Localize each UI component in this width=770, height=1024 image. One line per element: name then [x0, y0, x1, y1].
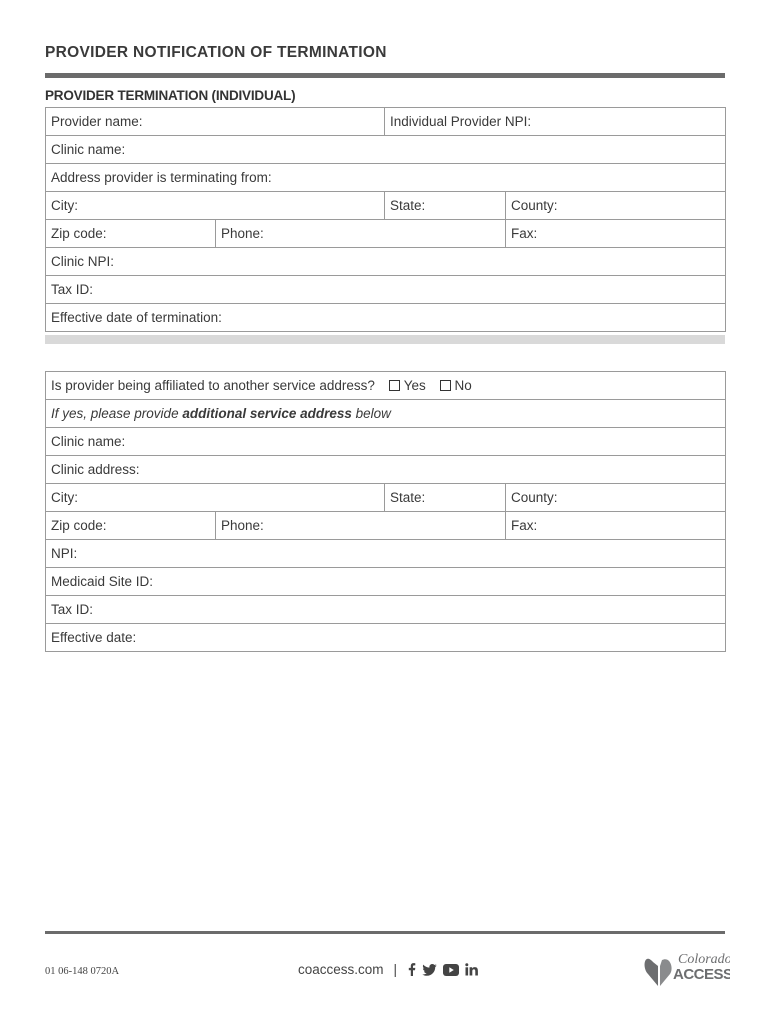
footer-links — [298, 962, 484, 977]
affiliation-instruction — [46, 400, 726, 428]
yes-label: Yes — [403, 378, 426, 393]
instruction-bold: additional service address — [182, 406, 352, 421]
colorado-access-logo — [640, 944, 730, 990]
phone-field[interactable]: Phone: — [216, 220, 506, 248]
table-row — [46, 276, 726, 304]
youtube-icon[interactable] — [443, 964, 459, 976]
effective-date-field[interactable]: Effective date: — [46, 624, 726, 652]
instruction-suffix: below — [351, 406, 391, 421]
clinic-name-field[interactable]: Clinic name: — [46, 136, 726, 164]
county-field[interactable]: County: — [506, 484, 726, 512]
svg-text:ACCESS: ACCESS — [673, 966, 730, 983]
document-title: PROVIDER NOTIFICATION OF TERMINATION — [45, 44, 387, 61]
clinic-address-field[interactable]: Clinic address: — [46, 456, 726, 484]
table-row — [46, 248, 726, 276]
affiliation-question: Is provider being affiliated to another service address? — [51, 378, 375, 393]
clinic-name-field[interactable]: Clinic name: — [46, 428, 726, 456]
instruction-prefix: If yes, please provide — [51, 406, 183, 421]
address-field[interactable]: Address provider is terminating from: — [46, 164, 726, 192]
tax-id-field[interactable]: Tax ID: — [46, 596, 726, 624]
tax-id-field[interactable]: Tax ID: — [46, 276, 726, 304]
fax-field[interactable]: Fax: — [506, 220, 726, 248]
table-row — [46, 484, 726, 512]
table-row — [46, 512, 726, 540]
no-checkbox[interactable] — [440, 380, 451, 391]
table-row — [46, 568, 726, 596]
footer-separator: | — [393, 962, 398, 977]
facebook-icon[interactable] — [407, 963, 416, 976]
table-row — [46, 372, 726, 400]
yes-checkbox[interactable] — [389, 380, 400, 391]
svg-text:Colorado: Colorado — [678, 952, 730, 967]
table-row — [46, 400, 726, 428]
table-row — [46, 428, 726, 456]
title-rule — [45, 73, 725, 78]
section-shade-bar — [45, 335, 725, 344]
city-field[interactable]: City: — [46, 192, 385, 220]
table-row — [46, 596, 726, 624]
logo-mark — [640, 944, 730, 990]
form-code: 01 06-148 0720A — [45, 966, 120, 977]
medicaid-site-id-field[interactable]: Medicaid Site ID: — [46, 568, 726, 596]
clinic-npi-field[interactable]: Clinic NPI: — [46, 248, 726, 276]
twitter-icon[interactable] — [422, 964, 437, 976]
provider-name-field[interactable]: Provider name: — [46, 108, 385, 136]
affiliation-question-row — [46, 372, 726, 400]
table-row — [46, 220, 726, 248]
linkedin-icon[interactable] — [465, 963, 478, 976]
effective-date-field[interactable]: Effective date of termination: — [46, 304, 726, 332]
city-field[interactable]: City: — [46, 484, 385, 512]
table-row — [46, 136, 726, 164]
zip-field[interactable]: Zip code: — [46, 220, 216, 248]
npi-field[interactable]: NPI: — [46, 540, 726, 568]
section-title: PROVIDER TERMINATION (INDIVIDUAL) — [45, 88, 296, 103]
state-field[interactable]: State: — [385, 484, 506, 512]
table-row — [46, 456, 726, 484]
zip-field[interactable]: Zip code: — [46, 512, 216, 540]
table-row — [46, 540, 726, 568]
affiliation-table — [45, 371, 726, 652]
state-field[interactable]: State: — [385, 192, 506, 220]
termination-table — [45, 107, 726, 332]
no-label: No — [454, 378, 472, 393]
table-row — [46, 624, 726, 652]
table-row — [46, 108, 726, 136]
table-row — [46, 164, 726, 192]
table-row — [46, 304, 726, 332]
individual-npi-field[interactable]: Individual Provider NPI: — [385, 108, 726, 136]
website-link[interactable]: coaccess.com — [298, 962, 384, 977]
table-row — [46, 192, 726, 220]
fax-field[interactable]: Fax: — [506, 512, 726, 540]
phone-field[interactable]: Phone: — [216, 512, 506, 540]
county-field[interactable]: County: — [506, 192, 726, 220]
footer-rule — [45, 931, 725, 934]
